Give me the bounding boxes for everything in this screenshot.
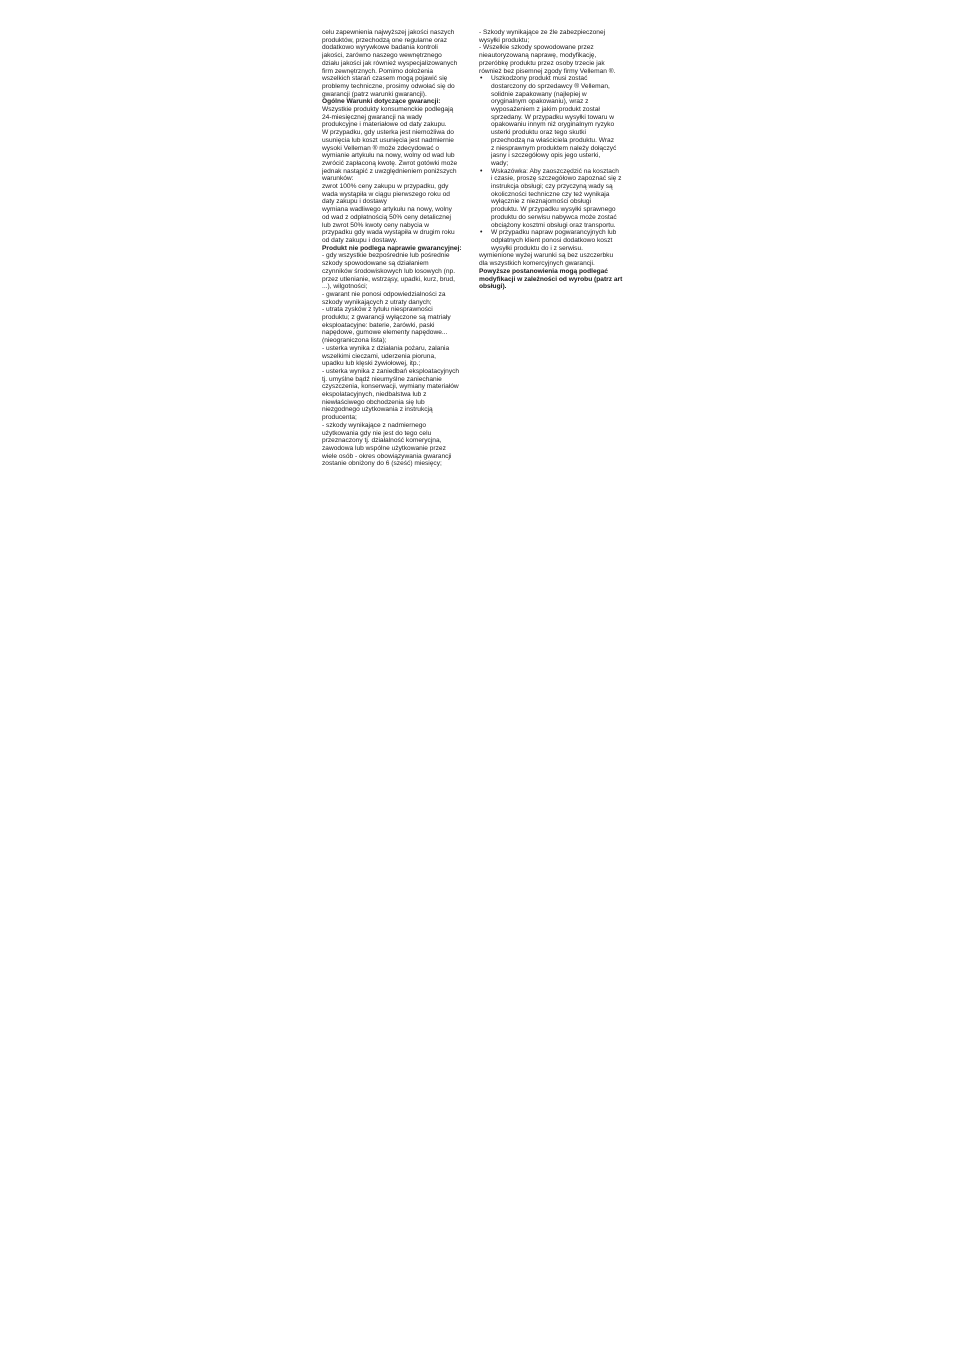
text-line: od wad z odpłatnością 50% ceny detalicznej [322, 213, 452, 221]
text-line: przeróbkę produktu przez osoby trzecie jak [479, 59, 605, 67]
bullet-text-line: wyposażeniem z jakim produkt został [491, 106, 600, 114]
text-line: wymiana wadliwego artykułu na nowy, wolny [322, 206, 452, 214]
bullet-text-line: usterki produktu oraz tego skutki [491, 129, 586, 137]
heading-line: modyfikacji w zależności od wyrobu (patrz art [479, 275, 623, 283]
text-line: - gwarant nie ponosi odpowiedzialności za [322, 290, 446, 298]
text-line: dodatkowo wyrywkowe badania kontroli [322, 44, 438, 52]
bullet-text-line: oryginalnym opakowaniu), wraz z [491, 98, 589, 106]
text-line: warunków: [322, 175, 354, 183]
text-line: wymienione wyżej warunki są bez uszczerbku [479, 252, 614, 260]
text-line: ekspolatacyjnych, niedbalstwa lub z [322, 391, 427, 399]
text-line: - Wszelkie szkody spowodowane przez [479, 44, 594, 52]
bullet-text-line: dostarczony do sprzedawcy ® Velleman, [491, 82, 610, 90]
bullet-text-line: z niesprawnym produktem należy dołączyć [491, 144, 617, 152]
bullet-item [479, 168, 635, 230]
heading-line: Produkt nie podlega naprawie gwarancyjnej: [322, 244, 462, 252]
text-line: wszelkich starań czasem mogą pojawić się [322, 75, 448, 83]
bullet-text-line: Wskazówka: Aby zaoszczędzić na kosztach [491, 167, 619, 175]
text-line: W przypadku, gdy usterka jest niemożliwa do [322, 129, 454, 137]
text-line: upadku lub klęski żywiołowej, itp.; [322, 360, 421, 368]
bullet-dot-icon: • [480, 229, 483, 237]
text-line: firm zewnętrznych. Pomimo dołożenia [322, 67, 434, 75]
bullet-item [479, 75, 635, 167]
bullet-text-line: wady; [491, 159, 509, 167]
bullet-text-line: okoliczności techniczne czy też wynikaja [491, 190, 610, 198]
text-line: czyszczenia, konserwacji, wymiany materiałów [322, 383, 459, 391]
text-line: zwrócić zapłaconą kwotę. Zwrot gotówki może [322, 159, 458, 167]
bullet-item [479, 229, 635, 252]
text-line: produktu; z gwarancji wyłączone są matriały [322, 314, 451, 322]
text-line: eksploatacyjne: baterie, żarówki, paski [322, 321, 435, 329]
text-line: daty zakupu i dostawy [322, 198, 387, 206]
text-line: również bez pisemnej zgody firmy Velleman ®. [479, 67, 616, 75]
text-line: tj. umyślne bądź nieumyślne zaniechanie [322, 375, 442, 383]
bullet-dot-icon: • [480, 75, 483, 83]
text-line: wymianie artykułu na nowy, wolny od wad lub [322, 152, 455, 160]
text-line: Wszystkie produkty konsumenckie podlegają [322, 106, 454, 114]
text-line: zostanie obniżony do 6 (sześć) miesięcy; [322, 460, 442, 468]
text-line: napędowe, gumowe elementy napędowe... [322, 329, 448, 337]
text-line: producenta; [322, 414, 357, 422]
heading-line: Ogólne Warunki dotyczące gwarancji: [322, 98, 441, 106]
text-line: problemy techniczne, prosimy odwołać się do [322, 82, 455, 90]
text-line: jednak nastąpić z uwzględnieniem poniższych [322, 167, 457, 175]
text-line: wada wystąpiła w ciągu pierwszego roku od [322, 190, 450, 198]
heading-line: obsługi). [479, 283, 507, 291]
right-outro-text [479, 252, 635, 291]
text-line: - szkody wynikające z nadmiernego [322, 421, 427, 429]
bullet-text-line: opakowaniu innym niż oryginalnym ryzyko [491, 121, 615, 129]
left-text-column [322, 29, 476, 468]
text-line: - Szkody wynikające ze źle zabezpieczonej [479, 29, 606, 36]
text-line: przypadku gdy wada wystąpiła w drugim roku [322, 229, 455, 237]
bullet-text-line: odpłatnych klient ponosi dodatkowo koszt [491, 236, 613, 244]
text-line: przeznaczony tj. działalność komerycjna, [322, 437, 442, 445]
text-line: niezgodnego użytkowania z instrukcją [322, 406, 433, 414]
text-line: celu zapewnienia najwyższej jakości naszych [322, 29, 455, 36]
bullet-text-line: wyłącznie z nieznajomości obsługi [491, 198, 592, 206]
text-line: szkody spowodowane są działaniem [322, 260, 429, 268]
text-line: użytkowania gdy nie jest do tego celu [322, 429, 432, 437]
text-line: działu jakości jak również wyspecjalizowanych [322, 59, 458, 67]
right-text-column [479, 29, 635, 291]
bullet-text-line: obciążony kosztmi obsługi oraz transportu. [491, 221, 616, 229]
text-line: zwrot 100% ceny zakupu w przypadku, gdy [322, 183, 449, 191]
right-intro-text [479, 29, 635, 75]
bullet-text-line: wysyłki produktu do i z serwisu. [491, 244, 583, 252]
text-line: zawodowa lub wspólne użytkowanie przez [322, 444, 446, 452]
text-line: lub zwrot 50% kwoty ceny nabycia w [322, 221, 430, 229]
text-line: niewłaściwego obchodzenia się lub [322, 398, 425, 406]
bullet-text-line: produktu do serwisu nabywca może zostać [491, 213, 617, 221]
text-line: czynników środowiskowych lub losowych (np. [322, 267, 456, 275]
bullet-text-line: Uszkodzony produkt musi zostać [491, 75, 588, 83]
text-line: - usterka wynika z działania pożaru, zalania [322, 344, 450, 352]
bullet-text-line: przechodzą na właściciela produktu. Wraz [491, 136, 615, 144]
text-line: (nieograniczona lista); [322, 337, 387, 345]
bullet-text-line: W przypadku napraw pogwarancyjnych lub [491, 229, 617, 237]
bullet-text-line: solidnie zapakowany (najlepiej w [491, 90, 587, 98]
text-line: wszelkimi cieczami, uderzenia pioruna, [322, 352, 436, 360]
text-line: szkody wynikających z utraty danych; [322, 298, 432, 306]
bullet-text-line: i czasie, proszę szczegółowo zapoznać się z [491, 175, 622, 183]
text-line: produkcyjne i materiałowe od daty zakupu. [322, 121, 447, 129]
text-line: 24-miesięcznej gwarancji na wady [322, 113, 423, 121]
text-line: wysoki Velleman ® może zdecydować o [322, 144, 440, 152]
text-line: - utrata zysków z tytułu niesprawności [322, 306, 433, 314]
text-line: wiele osób - okres obowiązywania gwarancji [322, 452, 452, 460]
heading-line: Powyższe postanowienia mogą podlegać [479, 267, 608, 275]
text-line: przez utlenianie, wstrząsy, upadki, kurz, brud, [322, 275, 455, 283]
text-line: nieautoryzowaną naprawę, modyfikację, [479, 52, 597, 60]
text-line: produktów, przechodzą one regularne oraz [322, 36, 447, 44]
bullet-list [479, 75, 635, 252]
bullet-text-line: instrukcja obsługi; czy przyczyną wady są [491, 183, 613, 191]
bullet-dot-icon: • [480, 167, 483, 175]
text-line: jakości, zarówno naszego wewnętrznego [322, 52, 442, 60]
text-line: - usterka wynika z zaniedbań eksploatacyjnych [322, 367, 460, 375]
bullet-text-line: sprzedany. W przypadku wysyłki towaru w [491, 113, 615, 121]
text-line: usunięcia lub koszt usunięcia jest nadmiernie [322, 136, 454, 144]
bullet-text-line: produktu. W przypadku wysyłki sprawnego [491, 206, 616, 214]
text-line: ...), wilgotności; [322, 283, 368, 291]
text-line: - gdy wszystkie bezpośrednie lub pośrednie [322, 252, 450, 260]
text-line: dla wszystkich komercyjnych gwarancji. [479, 260, 595, 268]
text-line: wysyłki produktu; [479, 36, 530, 44]
bullet-text-line: jasny i szczegółowy opis jego usterki, [491, 152, 601, 160]
text-line: od daty zakupu i dostawy. [322, 236, 398, 244]
text-line: gwarancji (patrz warunki gwarancji). [322, 90, 427, 98]
